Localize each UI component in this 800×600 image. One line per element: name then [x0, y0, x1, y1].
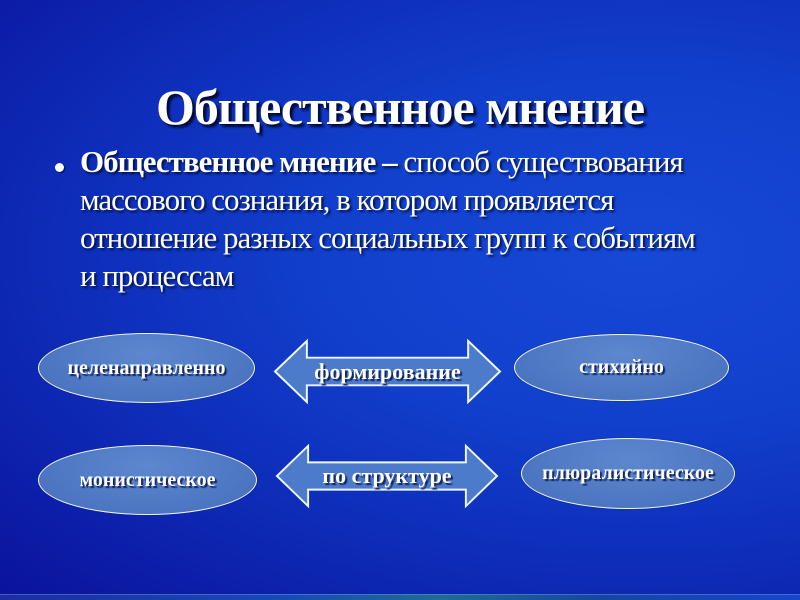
definition-line [80, 143, 770, 181]
double-arrow-structure [275, 441, 499, 511]
ellipse-targeted [38, 333, 255, 403]
arrow-formation-label: формирование [314, 358, 461, 384]
definition-line-text: способ существования [396, 144, 683, 179]
definition-line: отношение разных социальных групп к событиям [80, 220, 695, 255]
ellipse-spontaneous [514, 334, 729, 401]
bullet-marker [55, 163, 64, 172]
ellipse-monistic [38, 445, 257, 515]
slide-title: Общественное мнение [155, 78, 645, 135]
definition-line: массового сознания, в котором проявляется [80, 182, 614, 217]
definition-text [80, 143, 770, 295]
slide-bottom-edge [0, 594, 800, 600]
definition-line: и процессам [80, 258, 234, 293]
double-arrow-formation [273, 336, 502, 407]
ellipse-targeted-label: целенаправленно [67, 356, 226, 379]
ellipse-pluralistic-label: плюралистическое [542, 462, 714, 484]
ellipse-monistic-label: монистическое [79, 468, 216, 491]
arrow-structure-label: по структуре [322, 463, 452, 488]
ellipse-pluralistic [521, 438, 735, 509]
ellipse-spontaneous-label: стихийно [579, 356, 664, 378]
definition-term: Общественное мнение – [80, 144, 397, 179]
